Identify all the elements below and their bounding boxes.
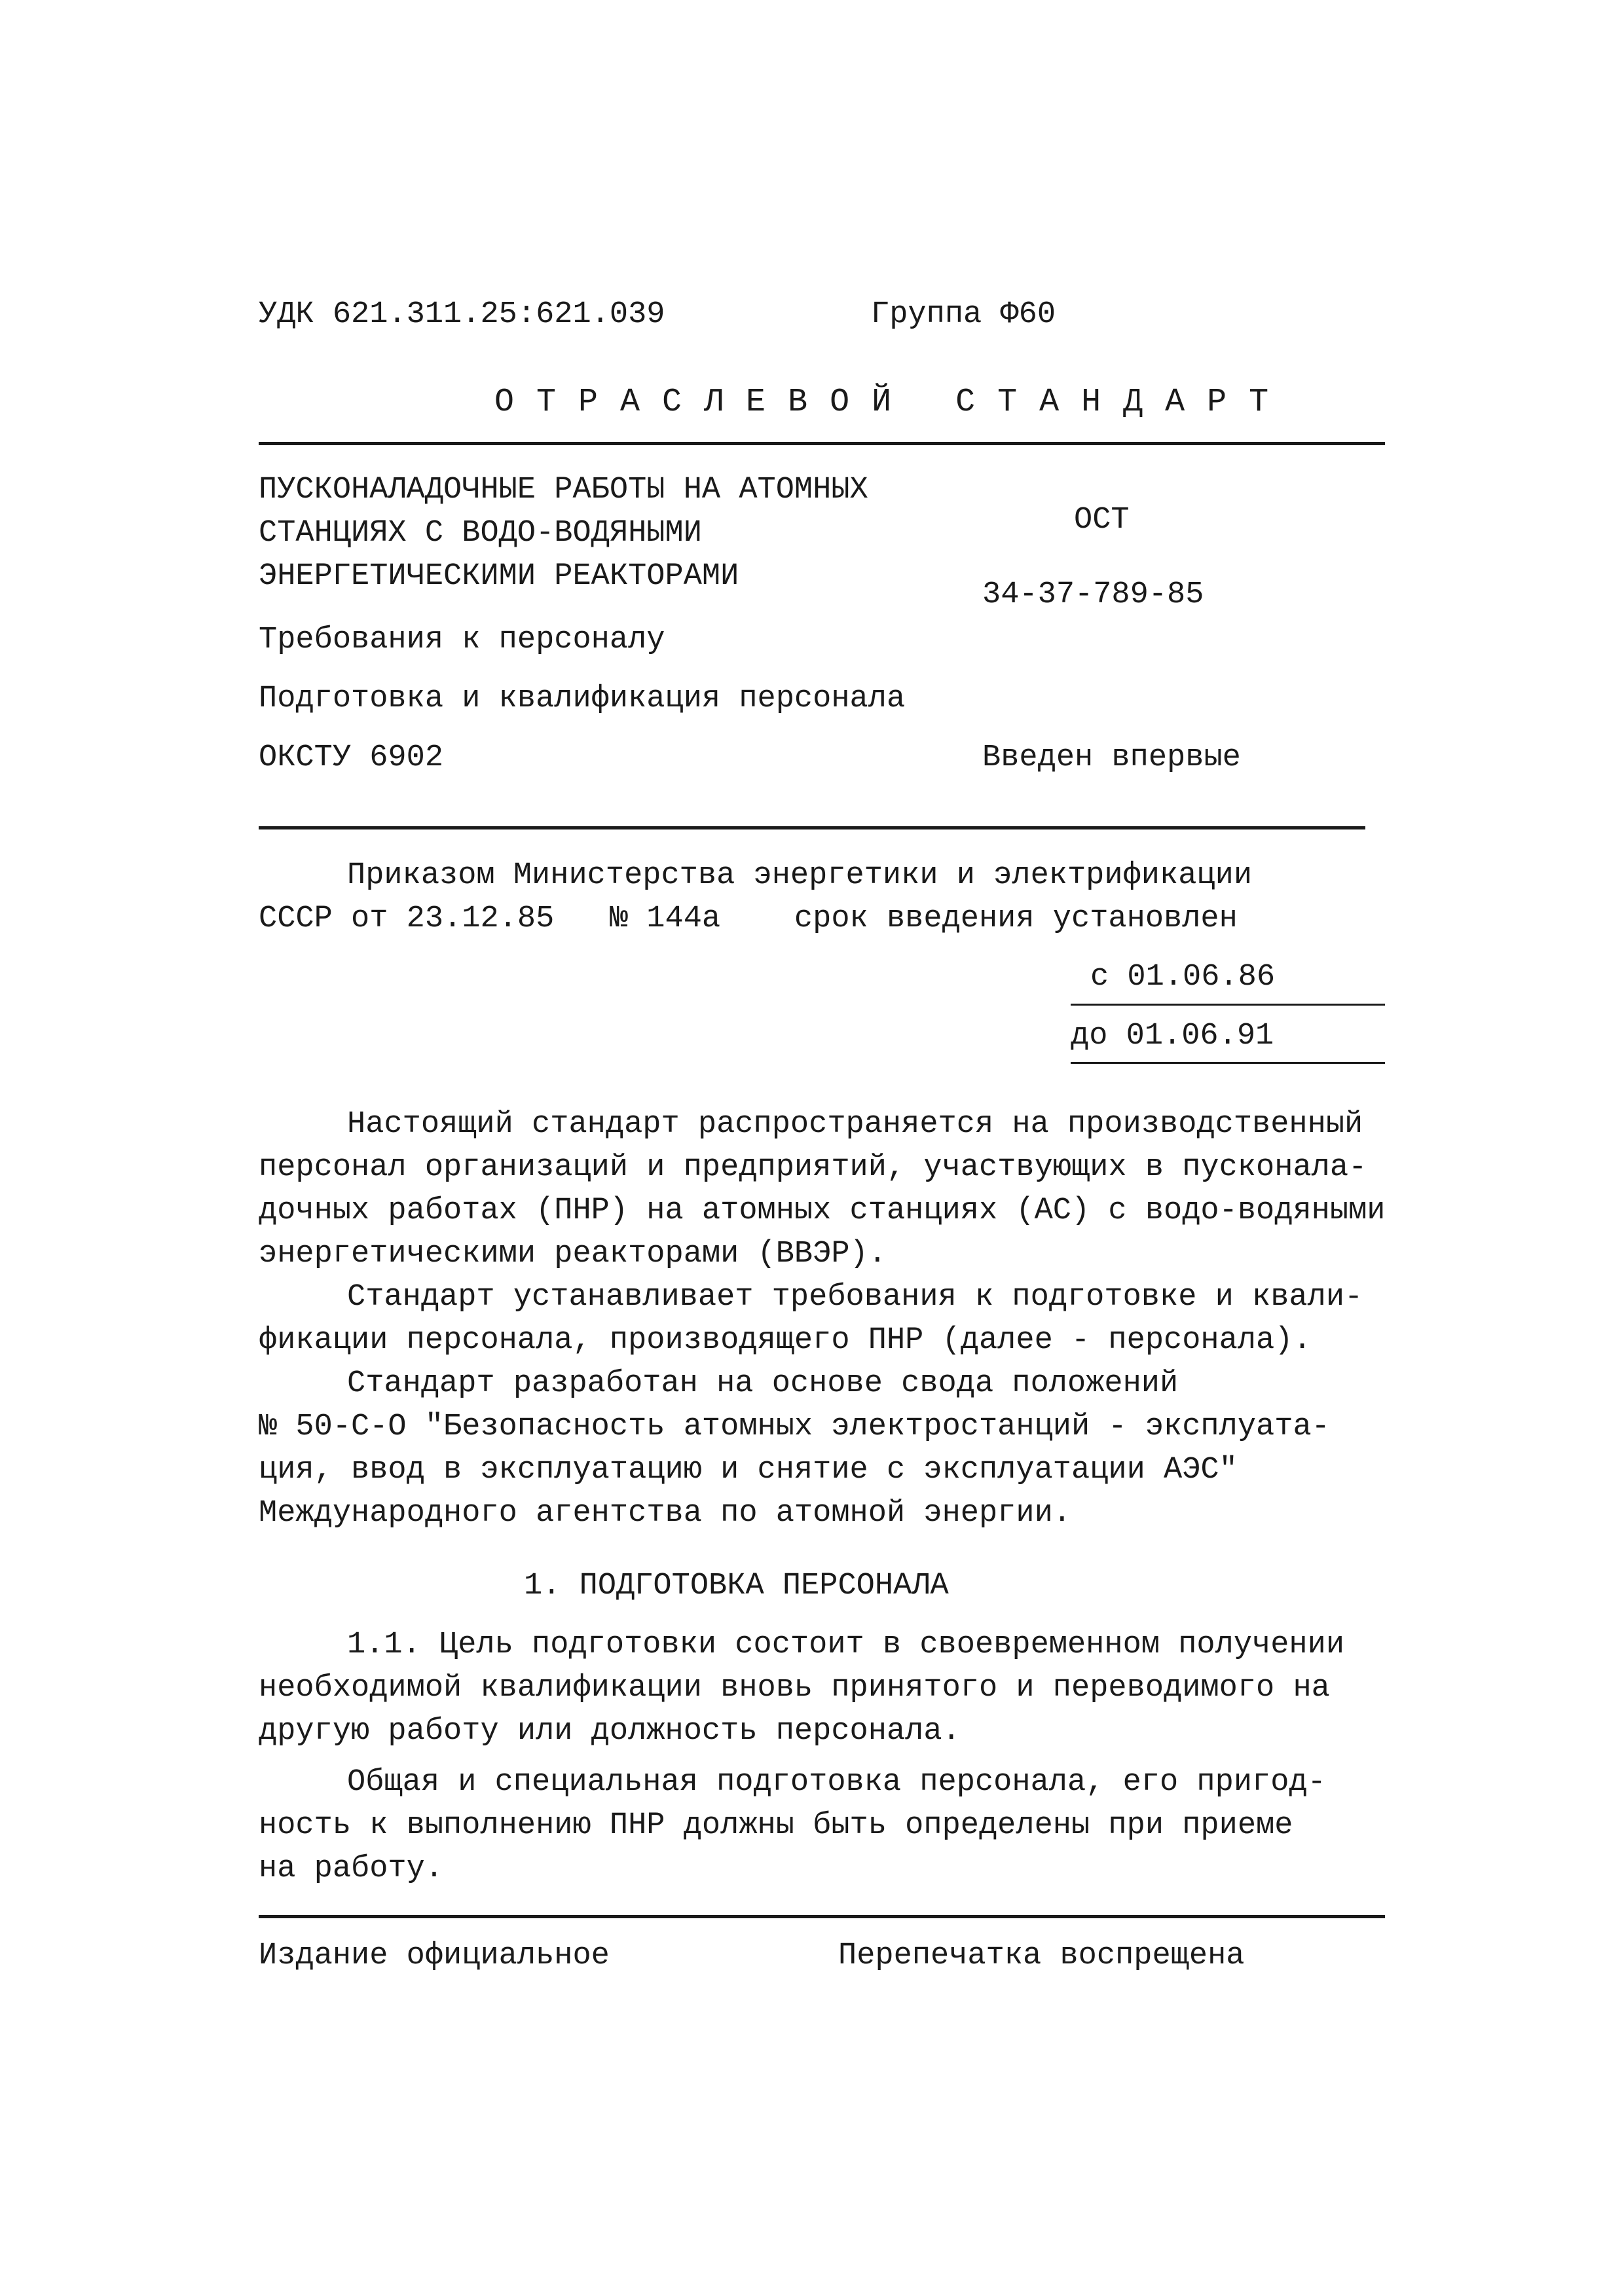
intro-p1-line-2: персонал организаций и предприятий, участвующих в пусконала-: [259, 1150, 1367, 1185]
order-line-1: Приказом Министерства энергетики и электрификации: [347, 858, 1253, 893]
effective-from-date: с 01.06.86: [1090, 960, 1276, 994]
footer-official-edition: Издание официальное: [259, 1939, 610, 1973]
date-divider-rule: [1071, 1004, 1385, 1006]
effective-to-date: до 01.06.91: [1071, 1019, 1274, 1053]
section-1-p2-line-2: ность к выполнению ПНР должны быть определены при приеме: [259, 1808, 1293, 1843]
intro-p3-line-1: Стандарт разработан на основе свода положений: [347, 1366, 1179, 1401]
intro-p1-line-3: дочных работах (ПНР) на атомных станциях (АС) с водо-водяными: [259, 1194, 1386, 1228]
intro-p1-line-4: энергетическими реакторами (ВВЭР).: [259, 1237, 887, 1271]
footer-reprint-prohibited: Перепечатка воспрещена: [838, 1939, 1245, 1973]
group-code: Группа Ф60: [871, 297, 1056, 332]
title-bottom-rule: [259, 826, 1365, 829]
intro-p3-line-2: № 50-С-О "Безопасность атомных электростанций - эксплуата-: [259, 1410, 1330, 1444]
standard-type-heading: О Т Р А С Л Е В О Й С Т А Н Д А Р Т: [494, 384, 1270, 421]
intro-p3-line-4: Международного агентства по атомной энергии.: [259, 1496, 1072, 1531]
title-line-2: СТАНЦИЯХ С ВОДО-ВОДЯНЫМИ: [259, 516, 702, 551]
section-1-p1-line-1: 1.1. Цель подготовки состоит в своевременном получении: [347, 1628, 1345, 1662]
footer-rule: [259, 1915, 1385, 1918]
ost-label: ОСТ: [1074, 503, 1130, 538]
subtitle-training: Подготовка и квалификация персонала: [259, 682, 906, 716]
date-bottom-rule: [1071, 1062, 1385, 1064]
ost-number: 34-37-789-85: [982, 577, 1204, 612]
intro-p2-line-1: Стандарт устанавливает требования к подготовке и квали-: [347, 1280, 1363, 1315]
section-1-p2-line-1: Общая и специальная подготовка персонала, его пригод-: [347, 1765, 1326, 1800]
title-line-3: ЭНЕРГЕТИЧЕСКИМИ РЕАКТОРАМИ: [259, 559, 739, 594]
order-line-2: СССР от 23.12.85 № 144а срок введения установлен: [259, 902, 1238, 936]
top-rule: [259, 442, 1385, 445]
okstu-code: ОКСТУ 6902: [259, 740, 444, 775]
introduced-note: Введен впервые: [982, 740, 1241, 775]
subtitle-requirements: Требования к персоналу: [259, 623, 665, 657]
intro-p1-line-1: Настоящий стандарт распространяется на производственный: [347, 1107, 1363, 1142]
section-1-heading: 1. ПОДГОТОВКА ПЕРСОНАЛА: [524, 1569, 949, 1603]
section-1-p2-line-3: на работу.: [259, 1851, 444, 1886]
udk-code: УДК 621.311.25:621.039: [259, 297, 665, 332]
section-1-p1-line-2: необходимой квалификации вновь принятого и переводимого на: [259, 1671, 1330, 1705]
section-1-p1-line-3: другую работу или должность персонала.: [259, 1714, 961, 1749]
intro-p2-line-2: фикации персонала, производящего ПНР (далее - персонала).: [259, 1323, 1312, 1358]
intro-p3-line-3: ция, ввод в эксплуатацию и снятие с эксплуатации АЭС": [259, 1453, 1238, 1487]
title-line-1: ПУСКОНАЛАДОЧНЫЕ РАБОТЫ НА АТОМНЫХ: [259, 473, 868, 507]
